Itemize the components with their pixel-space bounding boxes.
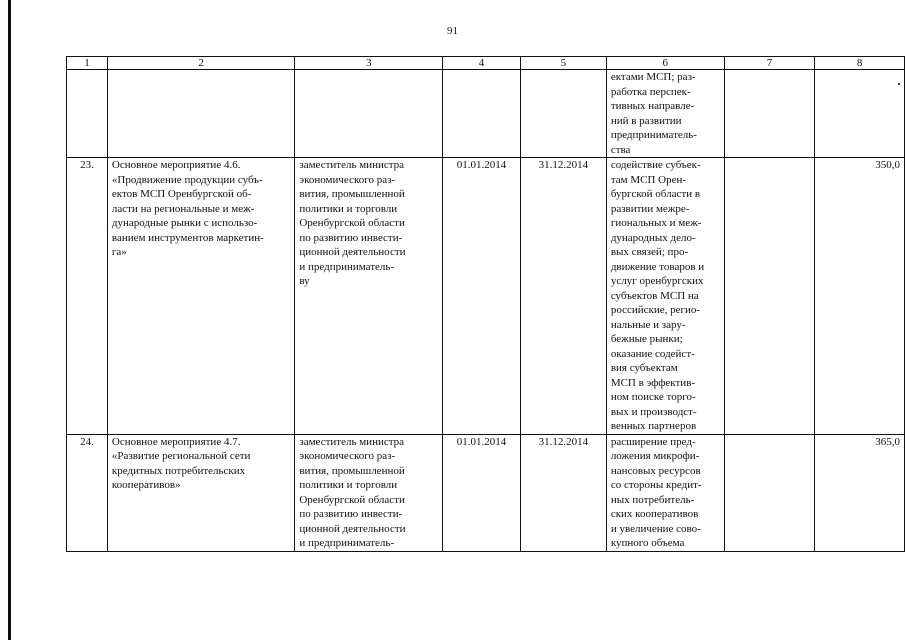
event-cell xyxy=(107,70,294,158)
responsible-cell: заместитель министра экономического раз- вития, промышленной политики и торговли Оренбургской области по развитию инвести- ционной деятельности и предприниматель- ву xyxy=(295,158,443,435)
program-table xyxy=(66,56,905,552)
result-cell: содействие субъек- там МСП Орен- бургской области в развитии межре- гиональных и меж- дународных дело- вых связей; про- движение товаров и услуг оренбургских субъектов МСП на российские, регио- нальные и зару- бежные рынки; оказание содейст- вия субъектам МСП в эффектив- ном поиске торго- вых и производст- венных партнеров xyxy=(606,158,724,435)
row-number-cell: 23. xyxy=(67,158,108,435)
row-number-cell: 24. xyxy=(67,434,108,551)
event-cell: Основное мероприятие 4.6. «Продвижение продукции субъ- ектов МСП Оренбургской об- ласти на региональные и меж- дународные рынки с использо- ванием инструментов маркетин- га» xyxy=(107,158,294,435)
table-row xyxy=(67,434,905,551)
column-header: 5 xyxy=(520,57,606,70)
scan-speck xyxy=(898,83,900,85)
column-header: 2 xyxy=(107,57,294,70)
column-header: 7 xyxy=(724,57,815,70)
event-cell: Основное мероприятие 4.7. «Развитие региональной сети кредитных потребительских кооперативов» xyxy=(107,434,294,551)
page-number: 91 xyxy=(447,25,458,37)
end-date-cell: 31.12.2014 xyxy=(520,158,606,435)
column-number-row xyxy=(67,57,905,70)
start-date-cell: 01.01.2014 xyxy=(443,158,521,435)
table-row xyxy=(67,158,905,435)
amount-cell: 350,0 xyxy=(815,158,905,435)
amount-cell: 365,0 xyxy=(815,434,905,551)
result-cell: ектами МСП; раз- работка перспек- тивных направле- ний в развитии предприниматель- ства xyxy=(606,70,724,158)
start-date-cell: 01.01.2014 xyxy=(443,434,521,551)
col7-cell xyxy=(724,158,815,435)
responsible-cell xyxy=(295,70,443,158)
start-date-cell xyxy=(443,70,521,158)
column-header: 8 xyxy=(815,57,905,70)
table-row xyxy=(67,70,905,158)
column-header: 4 xyxy=(443,57,521,70)
column-header: 1 xyxy=(67,57,108,70)
result-cell: расширение пред- ложения микрофи- нансовых ресурсов со стороны кредит- ных потребитель- ских кооперативов и увеличение сово- купного объема xyxy=(606,434,724,551)
col7-cell xyxy=(724,70,815,158)
scan-edge-bar xyxy=(8,0,11,640)
responsible-cell: заместитель министра экономического раз- вития, промышленной политики и торговли Оренбургской области по развитию инвести- ционной деятельности и предприниматель- xyxy=(295,434,443,551)
end-date-cell xyxy=(520,70,606,158)
col7-cell xyxy=(724,434,815,551)
column-header: 3 xyxy=(295,57,443,70)
end-date-cell: 31.12.2014 xyxy=(520,434,606,551)
amount-cell xyxy=(815,70,905,158)
column-header: 6 xyxy=(606,57,724,70)
row-number-cell xyxy=(67,70,108,158)
